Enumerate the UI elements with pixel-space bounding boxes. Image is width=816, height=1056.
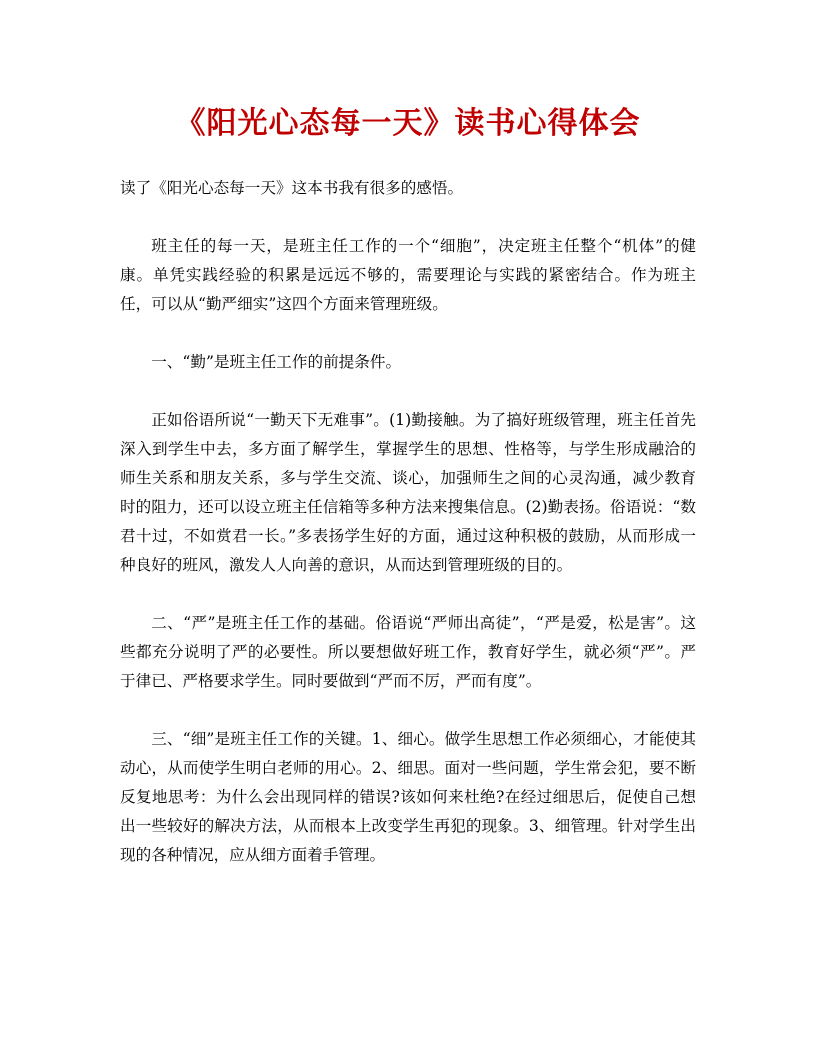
intro-paragraph: 读了《阳光心态每一天》这本书我有很多的感悟。 xyxy=(120,179,464,197)
section-strictness-paragraph: 二、“严”是班主任工作的基础。俗语说“严师出高徒”，“严是爱，松是害”。这些都充分说明了严的必要性。所以要想做好班工作，教育好学生，就必须“严”。严于律已、严格要求学生。同时要做到“严而不厉，严而有度”。 xyxy=(120,614,696,690)
body-paragraph: 正如俗语所说“一勤天下无难事”。(1)勤接触。为了搞好班级管理，班主任首先深入到学生中去，多方面了解学生，掌握学生的思想、性格等，与学生形成融洽的师生关系和朋友关系，多与学生交流、谈心，加强师生之间的心灵沟通，减少教育时的阻力，还可以设立班主任信箱等多种方法来搜集信息。(2)勤表扬。俗语说：“数君十过，不如赏君一长。”多表扬学生好的方面，通过这种积极的鼓励，从而形成一种良好的班风，激发人人向善的意识，从而达到管理班级的目的。 xyxy=(120,411,696,574)
section-detail-paragraph: 三、“细”是班主任工作的关键。1、细心。做学生思想工作必须细心，才能使其动心，从而使学生明白老师的用心。2、细思。面对一些问题，学生常会犯，要不断反复地思考：为什么会出现同样的错误?该如何来杜绝?在经过细思后，促使自己想出一些较好的解决方法，从而根本上改变学生再犯的现象。3、细管理。针对学生出现的各种情况，应从细方面着手管理。 xyxy=(120,730,696,864)
section-heading-diligence: 一、“勤”是班主任工作的前提条件。 xyxy=(151,353,402,371)
document-body xyxy=(120,174,696,870)
document-title: 《阳光心态每一天》读书心得体会 xyxy=(175,106,641,141)
body-paragraph: 班主任的每一天，是班主任工作的一个“细胞”，决定班主任整个“机体”的健康。单凭实践经验的积累是远远不够的，需要理论与实践的紧密结合。作为班主任，可以从“勤严细实”这四个方面来管理班级。 xyxy=(120,237,696,313)
